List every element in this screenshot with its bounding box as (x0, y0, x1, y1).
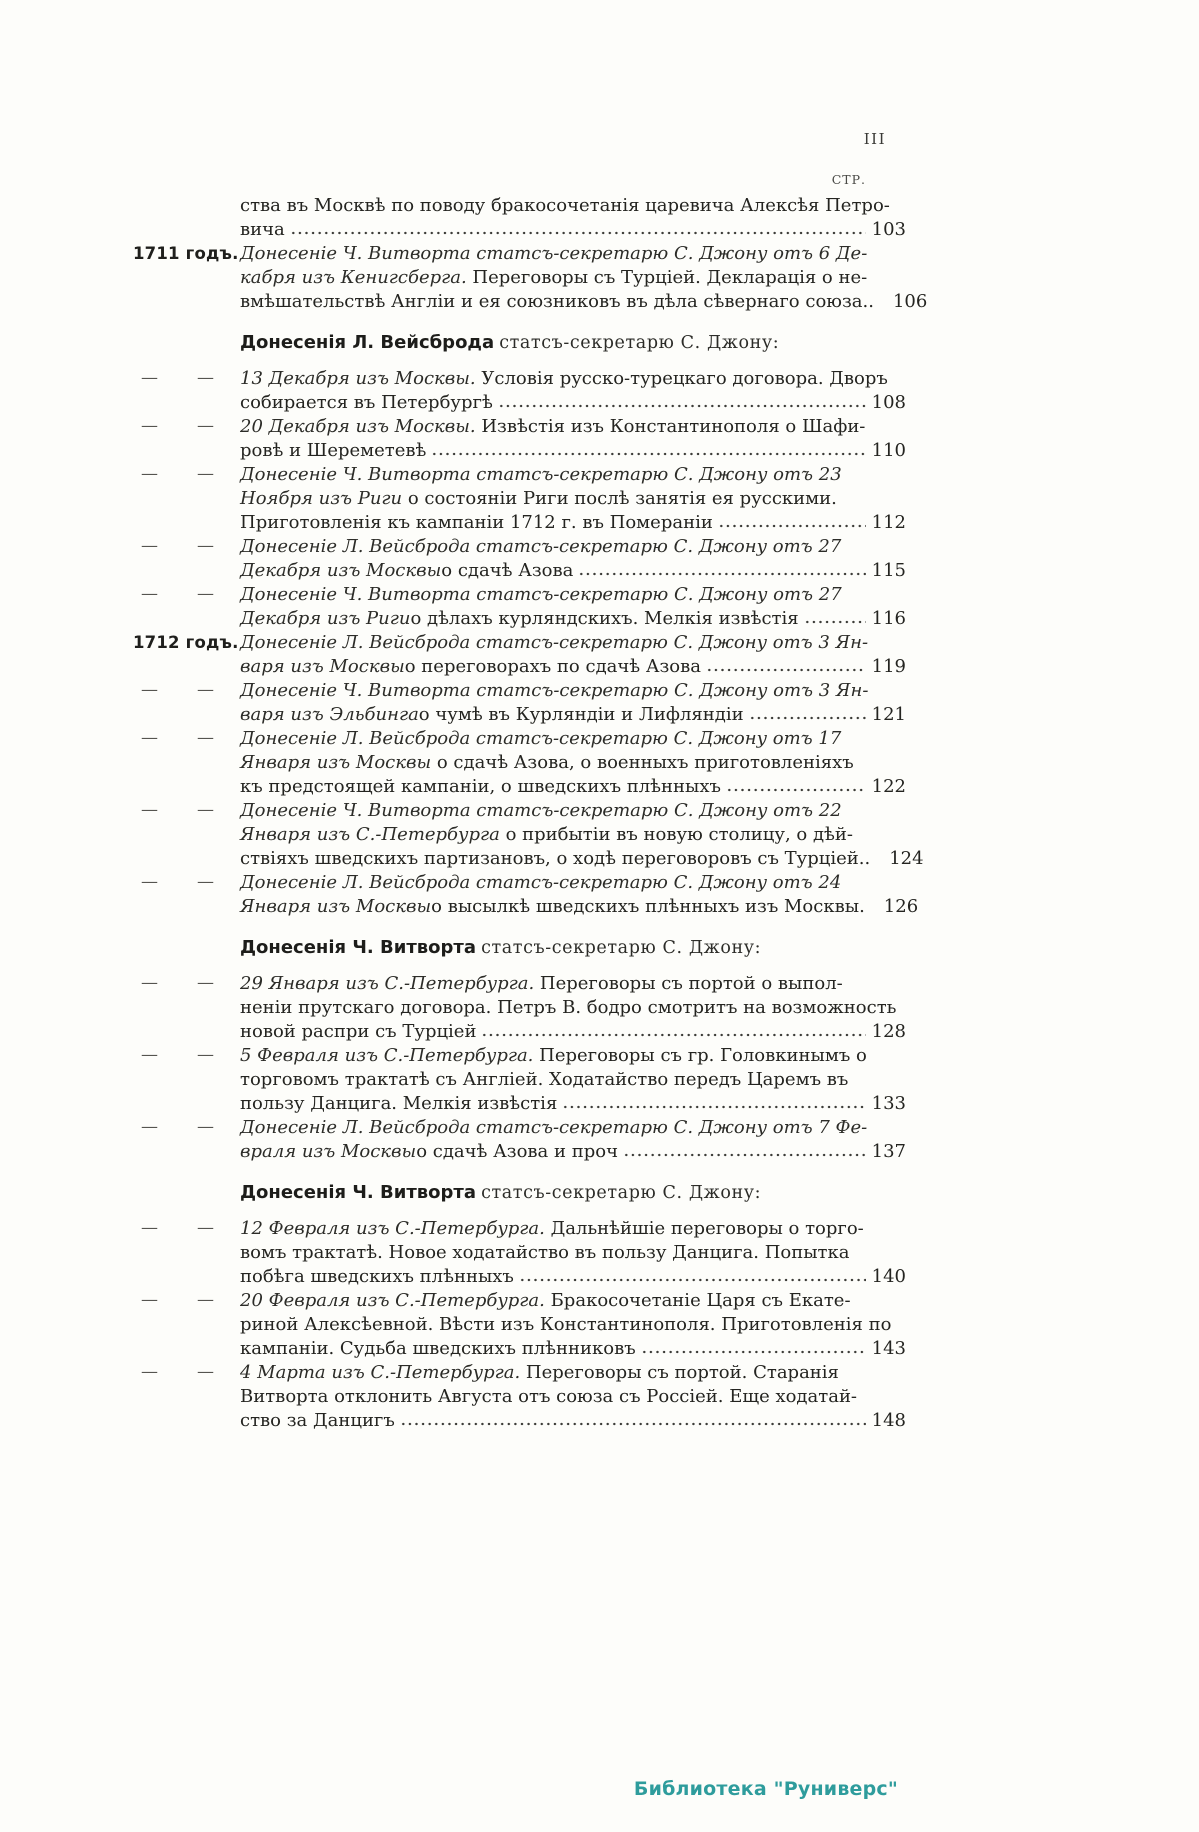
entry-title-text: враля изъ Москвы (240, 1141, 417, 1162)
entry-line (240, 1092, 906, 1116)
entry-title-text: 4 Марта изъ С.-Петербурга. (240, 1362, 521, 1383)
entry-line (240, 511, 906, 535)
ditto-dash: — (141, 728, 158, 748)
entry-line (240, 607, 906, 631)
entry-description-text: Дальнѣйшіе переговоры о торго- (544, 1218, 864, 1239)
entry-line (240, 1409, 906, 1433)
ditto-dash: — (141, 368, 158, 388)
library-watermark: Библиотека "Руниверс" (633, 1778, 898, 1800)
entry-body (240, 799, 924, 871)
entry-title-text: 20 Декабря изъ Москвы. (240, 416, 476, 437)
entry-margin-label (133, 535, 240, 559)
dot-leader (875, 860, 883, 864)
entry-title-text: Января изъ С.-Петербурга (240, 824, 500, 845)
toc-entry (133, 871, 919, 919)
ditto-dash: — (197, 536, 214, 556)
ditto-dash: — (197, 680, 214, 700)
entry-line (240, 266, 906, 290)
ditto-dash: — (197, 973, 214, 993)
entry-body (240, 1361, 906, 1433)
toc-entry (133, 799, 924, 871)
entry-margin-label (133, 1217, 240, 1241)
entry-description-text: Переговоры съ Турціей. Декларація о не- (466, 267, 868, 288)
entry-line (240, 439, 906, 463)
entry-line (240, 895, 919, 919)
ditto-dash: — (197, 1117, 214, 1137)
ditto-dash: — (141, 416, 158, 436)
entry-line (240, 1313, 906, 1337)
entry-line (240, 972, 906, 996)
entry-line (240, 1116, 906, 1140)
entry-line (240, 415, 906, 439)
entry-description-text: о чумѣ въ Курляндіи и Лифляндіи (418, 704, 744, 725)
ditto-dash: — (141, 680, 158, 700)
entry-description-text: ствіяхъ шведскихъ партизановъ, о ходѣ переговоровъ съ Турціей.. (240, 848, 871, 869)
ditto-dash: — (197, 416, 214, 436)
entry-line (240, 1361, 906, 1385)
toc-entry (133, 367, 906, 415)
entry-year-label: 1711 годъ. (133, 244, 239, 263)
entry-line (240, 487, 906, 511)
entry-page-number: 112 (871, 512, 906, 533)
entry-title-text: Ноября изъ Риги (240, 488, 403, 509)
dot-leader (749, 716, 866, 720)
toc-entry (133, 415, 906, 463)
entry-description-text: о состояніи Риги послѣ занятія ея русскими. (402, 488, 837, 509)
toc-entry (133, 583, 906, 631)
entry-line (240, 823, 906, 847)
ditto-dash: — (141, 1290, 158, 1310)
entry-title-text: Донесеніе Л. Вейсброда статсъ-секретарю С. Джону отъ 27 (240, 536, 842, 557)
entry-page-number: 119 (871, 656, 906, 677)
entry-line (240, 1140, 906, 1164)
entry-page-number: 133 (871, 1093, 906, 1114)
entry-line (240, 871, 906, 895)
entry-description-text: о сдачѣ Азова, о военныхъ приготовленіяхъ (431, 752, 854, 773)
ditto-dash: — (197, 464, 214, 484)
toc-entry (133, 679, 906, 727)
entry-line (240, 727, 906, 751)
dot-leader (481, 1033, 865, 1037)
entry-page-number: 115 (871, 560, 906, 581)
entry-description-text: торговомъ трактатѣ съ Англіей. Ходатайство передъ Царемъ въ (240, 1069, 849, 1090)
entry-margin-label (133, 194, 240, 218)
page-column-header: СТР. (831, 172, 866, 187)
entry-body (240, 535, 906, 583)
entry-line (240, 242, 906, 266)
ditto-dash: — (141, 973, 158, 993)
entry-page-number: 110 (871, 440, 906, 461)
entry-line (240, 463, 906, 487)
section-heading-author: Донесенія Ч. Витворта (240, 1182, 476, 1203)
entry-title-text: Донесеніе Л. Вейсброда статсъ-секретарю С. Джону отъ 24 (240, 872, 842, 893)
entry-line (240, 679, 906, 703)
entry-title-text: Донесеніе Ч. Витворта статсъ-секретарю С. Джону отъ 3 Ян- (240, 680, 869, 701)
entry-line (240, 1241, 906, 1265)
entry-description-text: пользу Данцига. Мелкія извѣстія (240, 1093, 558, 1114)
dot-leader (431, 452, 865, 456)
entry-margin-label (133, 1116, 240, 1140)
entry-body (240, 1217, 906, 1289)
entry-margin-label (133, 972, 240, 996)
ditto-dash: — (141, 584, 158, 604)
section-heading-author: Донесенія Ч. Витворта (240, 937, 476, 958)
entry-margin-label (133, 1361, 240, 1385)
ditto-dash: — (141, 872, 158, 892)
toc-entry (133, 631, 906, 679)
entry-line (240, 1044, 906, 1068)
entry-title-text: Донесеніе Л. Вейсброда статсъ-секретарю С. Джону отъ 3 Ян- (240, 632, 869, 653)
toc-entry (133, 972, 906, 1044)
entry-line (240, 655, 906, 679)
section-heading (240, 936, 906, 960)
dot-leader (726, 788, 866, 792)
dot-leader (641, 1350, 866, 1354)
ditto-dash: — (141, 536, 158, 556)
entry-description-text: Витворта отклонить Августа отъ союза съ Россіей. Еще ходатай- (240, 1386, 858, 1407)
dot-leader (804, 620, 866, 624)
entry-margin-label (133, 727, 240, 751)
entry-line (240, 703, 906, 727)
entry-margin-label (133, 583, 240, 607)
toc-entry (133, 1289, 906, 1361)
entry-description-text: новой распри съ Турціей (240, 1021, 477, 1042)
entry-body (240, 679, 906, 727)
entry-body (240, 367, 906, 415)
ditto-dash: — (141, 1362, 158, 1382)
dot-leader (562, 1105, 865, 1109)
ditto-dash: — (197, 1218, 214, 1238)
entry-title-text: Донесеніе Ч. Витворта статсъ-секретарю С. Джону отъ 27 (240, 584, 842, 605)
entry-margin-label (133, 799, 240, 823)
entry-title-text: Донесеніе Ч. Витворта статсъ-секретарю С. Джону отъ 6 Де- (240, 243, 868, 264)
entry-year-label: 1712 годъ. (133, 633, 239, 652)
entry-description-text: Бракосочетаніе Царя съ Екате- (544, 1290, 851, 1311)
dot-leader (718, 524, 866, 528)
entry-description-text: о переговорахъ по сдачѣ Азова (404, 656, 702, 677)
entry-line (240, 535, 906, 559)
entry-line (240, 1020, 906, 1044)
entry-line (240, 1217, 906, 1241)
section-heading-addressee: статсъ-секретарю С. Джону: (499, 333, 780, 353)
entry-title-text: Января изъ Москвы (240, 752, 432, 773)
dot-leader (498, 404, 866, 408)
entry-body (240, 194, 906, 242)
entry-title-text: варя изъ Москвы (240, 656, 405, 677)
entry-line (240, 996, 906, 1020)
ditto-dash: — (141, 800, 158, 820)
entry-description-text: Приготовленія къ кампаніи 1712 г. въ Помераніи (240, 512, 713, 533)
section-heading-addressee: статсъ-секретарю С. Джону: (481, 938, 762, 958)
entry-title-text: 13 Декабря изъ Москвы. (240, 368, 476, 389)
entry-title-text: Декабря изъ Москвы (240, 560, 442, 581)
entry-margin-label (133, 367, 240, 391)
folio-page-number: III (863, 130, 886, 148)
entry-title-text: варя изъ Эльбинга (240, 704, 419, 725)
entry-margin-label (133, 679, 240, 703)
entry-description-text: ства въ Москвѣ по поводу бракосочетанія царевича Алексѣя Петро- (240, 195, 890, 216)
entry-line (240, 1068, 906, 1092)
entry-page-number: 143 (871, 1338, 906, 1359)
entry-page-number: 121 (871, 704, 906, 725)
entry-body (240, 583, 906, 631)
entry-body (240, 1289, 906, 1361)
entry-description-text: Условія русско-турецкаго договора. Дворъ (475, 368, 888, 389)
dot-leader (578, 572, 865, 576)
ditto-dash: — (197, 728, 214, 748)
toc-entry (133, 535, 906, 583)
entry-margin-label (133, 871, 240, 895)
ditto-dash: — (197, 1362, 214, 1382)
ditto-dash: — (141, 1218, 158, 1238)
entry-line (240, 290, 928, 314)
entry-line (240, 775, 906, 799)
entry-line (240, 1289, 906, 1313)
entry-description-text: о сдачѣ Азова (441, 560, 574, 581)
entry-title-text: Декабря изъ Риги (240, 608, 411, 629)
entry-page-number: 126 (883, 896, 919, 917)
entry-title-text: Донесеніе Л. Вейсброда статсъ-секретарю С. Джону отъ 17 (240, 728, 842, 749)
toc-entry (133, 1361, 906, 1433)
entry-description-text: о прибытіи въ новую столицу, о дѣй- (499, 824, 853, 845)
entry-description-text: о сдачѣ Азова и проч (416, 1141, 618, 1162)
entry-line (240, 391, 906, 415)
entry-margin-label (133, 1044, 240, 1068)
toc-entry (133, 1044, 906, 1116)
entry-line (240, 194, 906, 218)
entry-body (240, 631, 906, 679)
entry-description-text: собирается въ Петербургѣ (240, 392, 493, 413)
entry-margin-label (133, 415, 240, 439)
ditto-dash: — (197, 872, 214, 892)
ditto-dash: — (197, 800, 214, 820)
entry-title-text: кабря изъ Кенигсберга. (240, 267, 467, 288)
entry-description-text: къ предстоящей кампаніи, о шведскихъ плѣнныхъ (240, 776, 721, 797)
entry-margin-label (133, 1289, 240, 1313)
entry-title-text: 12 Февраля изъ С.-Петербурга. (240, 1218, 545, 1239)
entry-description-text: Извѣстія изъ Константинополя о Шафи- (475, 416, 866, 437)
entry-description-text: о дѣлахъ курляндскихъ. Мелкія извѣстія (410, 608, 799, 629)
entry-body (240, 1044, 906, 1116)
entry-margin-label (133, 463, 240, 487)
ditto-dash: — (197, 1290, 214, 1310)
toc-entry (133, 1217, 906, 1289)
entry-description-text: о высылкѣ шведскихъ плѣнныхъ изъ Москвы. (431, 896, 865, 917)
entry-title-text: Донесеніе Ч. Витворта статсъ-секретарю С. Джону отъ 23 (240, 464, 842, 485)
dot-leader (290, 231, 866, 235)
entry-page-number: 103 (871, 219, 906, 240)
entry-title-text: 20 Февраля изъ С.-Петербурга. (240, 1290, 545, 1311)
entry-description-text: ровѣ и Шереметевѣ (240, 440, 427, 461)
entry-title-text: Донесеніе Ч. Витворта статсъ-секретарю С. Джону отъ 22 (240, 800, 842, 821)
table-of-contents (133, 194, 928, 1433)
ditto-dash: — (197, 584, 214, 604)
entry-line (240, 367, 906, 391)
entry-title-text: Января изъ Москвы (240, 896, 432, 917)
entry-page-number: 108 (871, 392, 906, 413)
entry-line (240, 218, 906, 242)
entry-body (240, 727, 906, 799)
toc-entry (133, 194, 906, 242)
entry-body (240, 972, 906, 1044)
section-heading-addressee: статсъ-секретарю С. Джону: (481, 1183, 762, 1203)
entry-line (240, 559, 906, 583)
entry-body (240, 1116, 906, 1164)
entry-description-text: вмѣшательствѣ Англіи и ея союзниковъ въ дѣла сѣвернаго союза.. (240, 291, 874, 312)
entry-description-text: побѣга шведскихъ плѣнныхъ (240, 1266, 514, 1287)
entry-line (240, 799, 906, 823)
entry-body (240, 463, 906, 535)
entry-page-number: 140 (871, 1266, 906, 1287)
entry-line (240, 847, 924, 871)
dot-leader (706, 668, 866, 672)
ditto-dash: — (197, 1045, 214, 1065)
entry-line (240, 751, 906, 775)
entry-line (240, 583, 906, 607)
entry-line (240, 1385, 906, 1409)
dot-leader (879, 303, 887, 307)
entry-title-text: Донесеніе Л. Вейсброда статсъ-секретарю С. Джону отъ 7 Фе- (240, 1117, 868, 1138)
entry-description-text: Переговоры съ портой. Старанія (520, 1362, 839, 1383)
entry-description-text: Переговоры съ портой о выпол- (534, 973, 843, 994)
entry-page-number: 148 (871, 1410, 906, 1431)
entry-line (240, 631, 906, 655)
entry-page-number: 122 (871, 776, 906, 797)
entry-body (240, 871, 919, 919)
entry-page-number: 116 (871, 608, 906, 629)
entry-title-text: 29 Января изъ С.-Петербурга. (240, 973, 535, 994)
entry-title-text: 5 Февраля изъ С.-Петербурга. (240, 1045, 534, 1066)
toc-entry (133, 463, 906, 535)
entry-page-number: 128 (871, 1021, 906, 1042)
dot-leader (870, 908, 878, 912)
entry-description-text: риной Алексѣевной. Вѣсти изъ Константинополя. Приготовленія по (240, 1314, 892, 1335)
entry-description-text: неніи прутскаго договора. Петръ В. бодро смотритъ на возможность (240, 997, 897, 1018)
toc-entry (133, 242, 928, 314)
entry-line (240, 1265, 906, 1289)
entry-description-text: Переговоры съ гр. Головкинымъ о (533, 1045, 867, 1066)
toc-entry (133, 727, 906, 799)
ditto-dash: — (141, 464, 158, 484)
entry-description-text: вича (240, 219, 285, 240)
section-heading (240, 1181, 906, 1205)
entry-page-number: 124 (889, 848, 924, 869)
ditto-dash: — (197, 368, 214, 388)
entry-description-text: ство за Данцигъ (240, 1410, 395, 1431)
entry-body (240, 242, 928, 314)
dot-leader (400, 1422, 866, 1426)
section-heading (240, 331, 906, 355)
ditto-dash: — (141, 1117, 158, 1137)
entry-line (240, 1337, 906, 1361)
entry-page-number: 106 (892, 291, 928, 312)
dot-leader (519, 1278, 866, 1282)
entry-page-number: 137 (871, 1141, 906, 1162)
entry-description-text: вомъ трактатѣ. Новое ходатайство въ пользу Данцига. Попытка (240, 1242, 850, 1263)
toc-entry (133, 1116, 906, 1164)
section-heading-author: Донесенія Л. Вейсброда (240, 332, 495, 353)
ditto-dash: — (141, 1045, 158, 1065)
entry-body (240, 415, 906, 463)
dot-leader (623, 1153, 866, 1157)
entry-description-text: кампаніи. Судьба шведскихъ плѣнниковъ (240, 1338, 636, 1359)
